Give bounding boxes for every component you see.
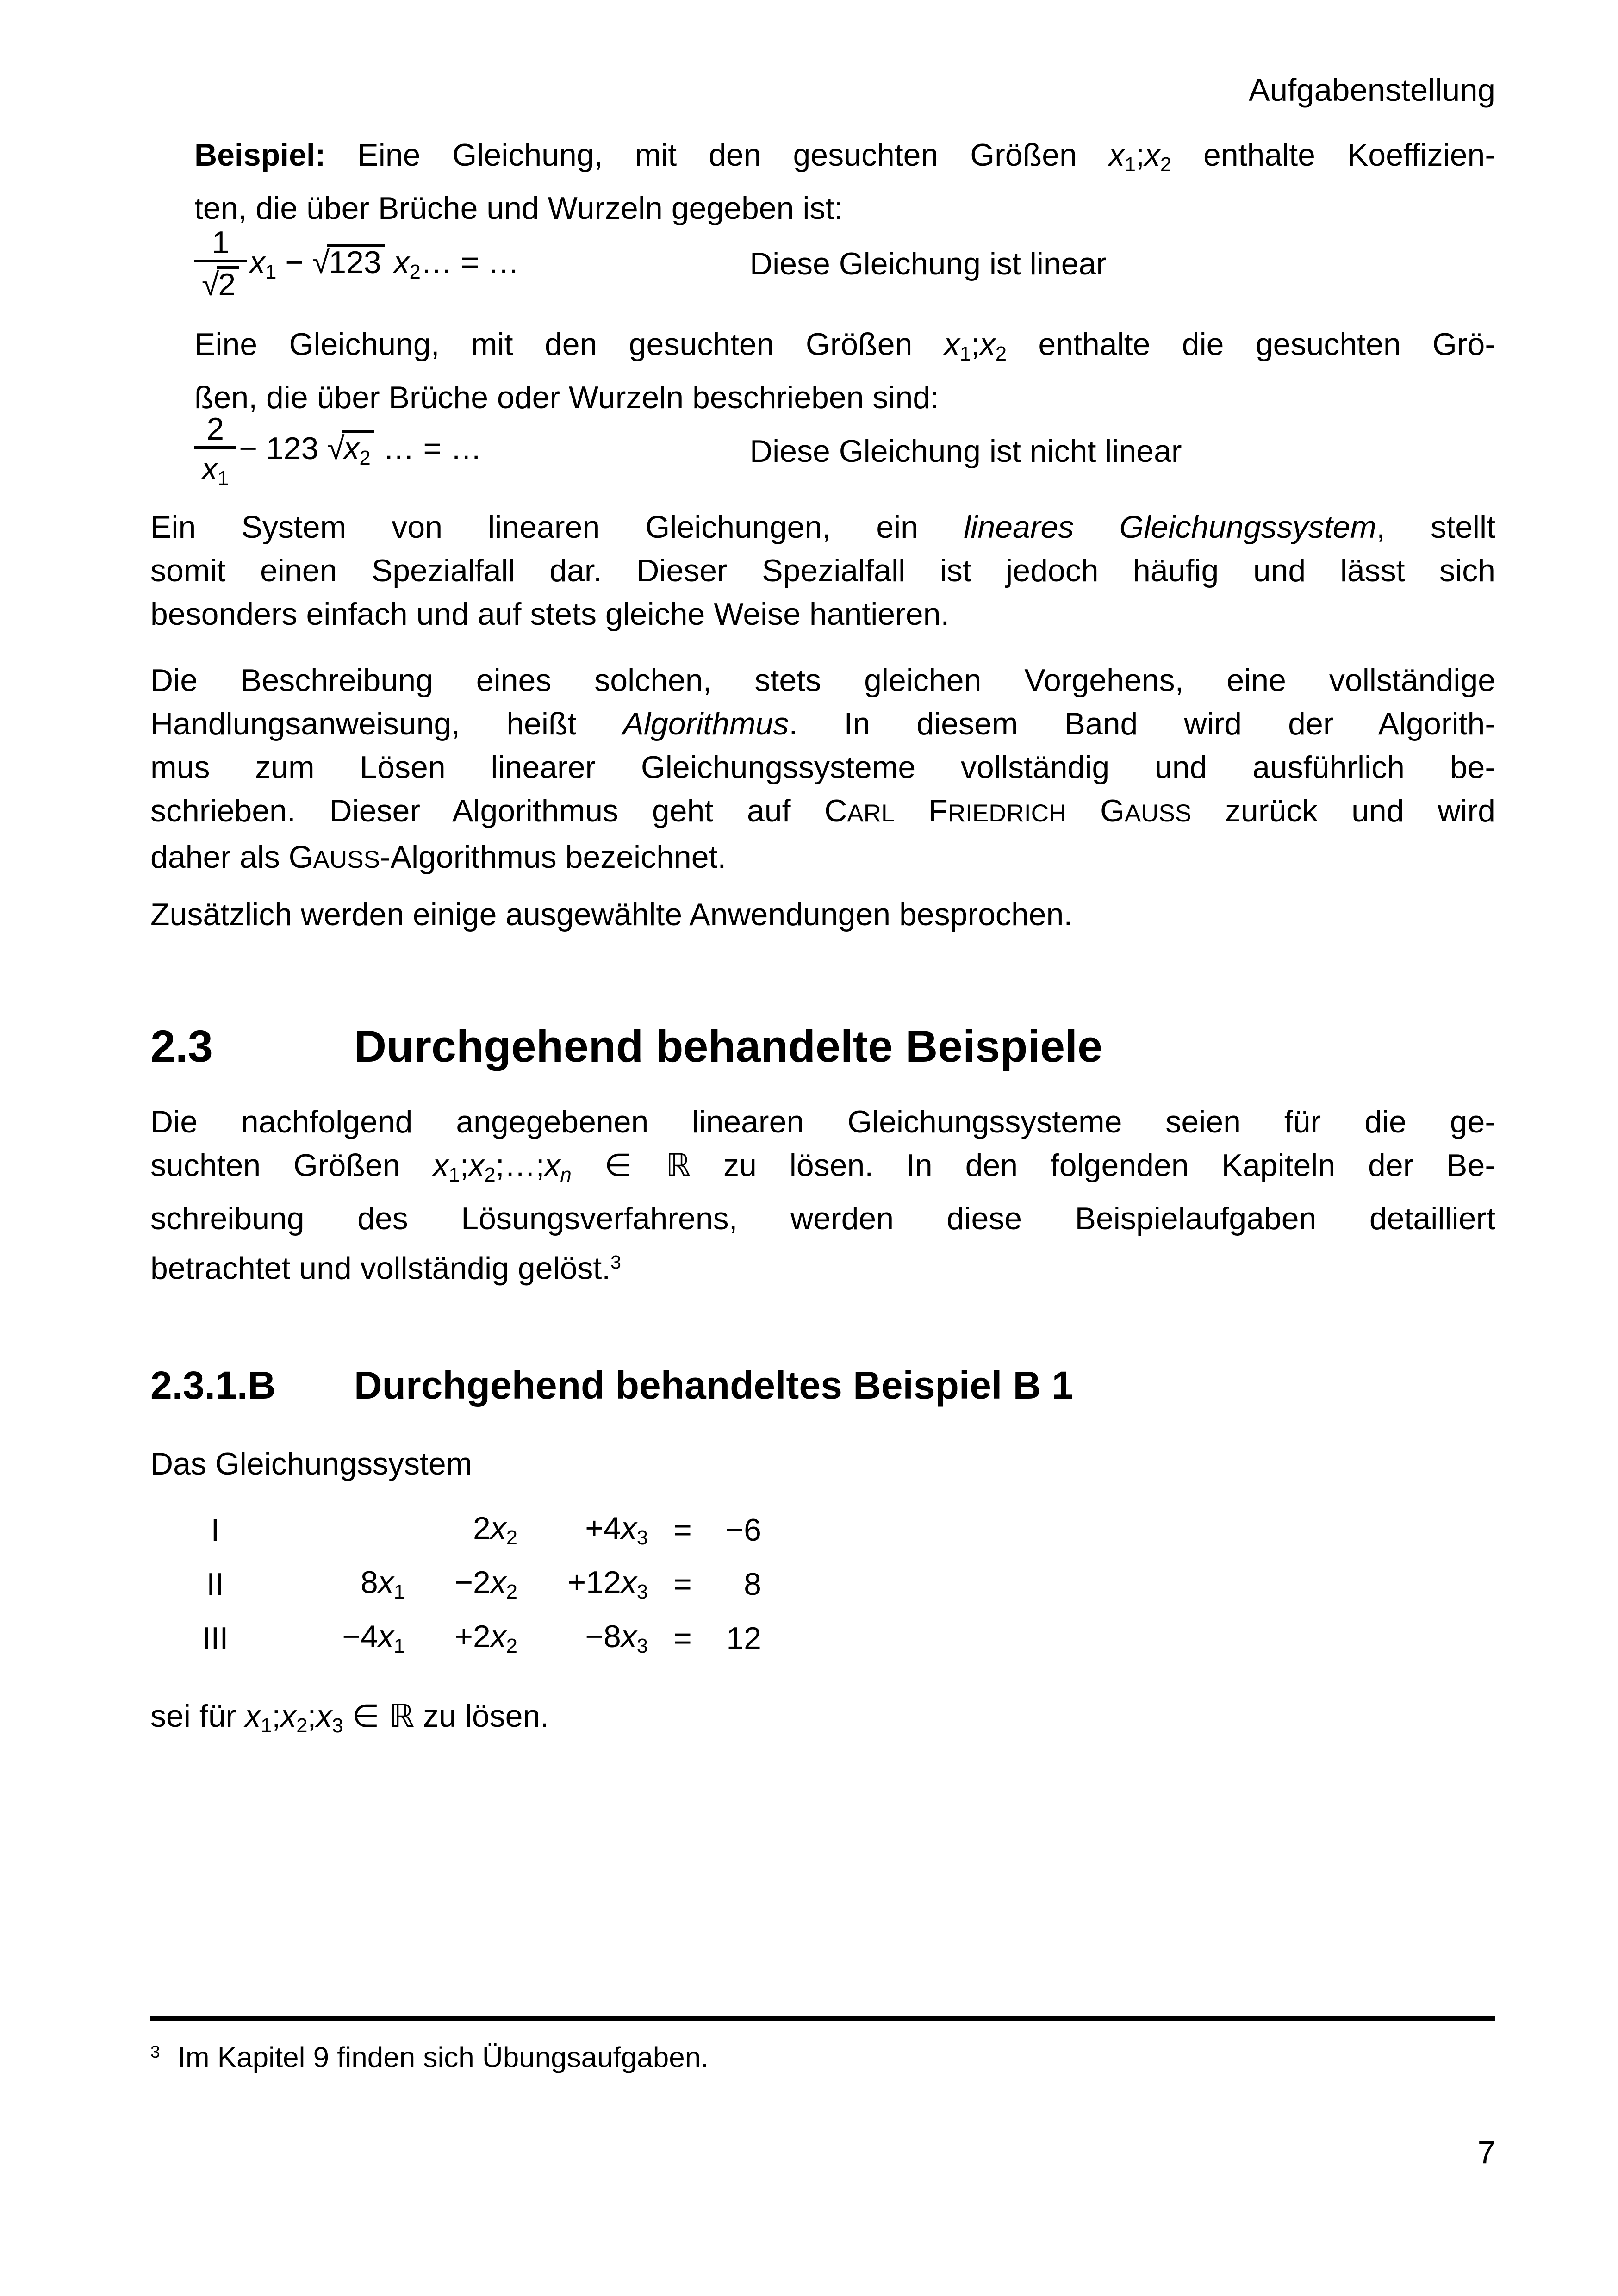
equals-sign: = xyxy=(673,1566,692,1602)
term-x1: −4x1 xyxy=(342,1618,405,1658)
paragraph-beispiele-intro: Die nachfolgend angegebenen linearen Gleichungssysteme seien für die ge- suchten Größen x1;x2;…;xn ∈ ℝ zu lösen. In den folgenden Kapiteln der Be- schreibung des Lösungsverfahrens, werden diese Beispielaufgaben detailliert betrachtet und vollständig gelöst.$^3$ xyxy=(150,1104,1495,1286)
equation-row-2 xyxy=(194,1557,761,1611)
paragraph-beispiel: Beispiel: Eine Gleichung, mit den gesuchten Größen x1;x2 enthalte Koeffizien- ten, die über Brüche und Wurzeln gegeben ist: xyxy=(194,137,1495,226)
fraction-2-over-x1 xyxy=(194,413,236,489)
term-x3: +12x3 xyxy=(567,1564,648,1604)
equation-row-1 xyxy=(194,1503,761,1557)
equation-terms: − 123 √x2 … = … xyxy=(239,430,482,473)
term-x3: +4x3 xyxy=(585,1510,648,1549)
subsection-heading-2-3-1-b xyxy=(150,1363,1495,1408)
running-header: Aufgabenstellung xyxy=(1248,72,1495,108)
equation-row-3 xyxy=(194,1611,761,1665)
term-x3: −8x3 xyxy=(585,1618,648,1658)
paragraph-system-spezialfall: Ein System von linearen Gleichungen, ein lineares Gleichungssystem, stellt somit einen Spezialfall dar. Dieser Spezialfall ist jedoch häufig und lässt sich besonders einfach und auf stets gleiche Weise hantieren. xyxy=(150,510,1495,632)
roman-numeral: II xyxy=(206,1566,224,1602)
roman-numeral: I xyxy=(211,1512,220,1548)
footnote xyxy=(150,2032,1495,2078)
paragraph-das-gleichungssystem: Das Gleichungssystem xyxy=(150,1446,473,1481)
subsection-number: 2.3.1.B xyxy=(150,1363,276,1407)
equation-nonlinear xyxy=(194,403,1495,500)
equals-sign: = xyxy=(673,1512,692,1548)
footnote-marker: 3 xyxy=(150,2042,160,2061)
paragraph-algorithmus-gauss: Die Beschreibung eines solchen, stets gleichen Vorgehens, eine vollständige Handlungsanweisung, heißt Algorithmus. In diesem Band wird der Algorith- mus zum Lösen linearer Gleichungssysteme vollständig und ausführlich be- schrieben. Dieser Algorithmus geht auf CARL FRIEDRICH GAUSS zurück und wird daher als GAUSS-Algorithmus bezeichnet. xyxy=(150,663,1495,875)
section-heading-2-3 xyxy=(150,1020,1495,1072)
fraction-numerator: 1 xyxy=(212,225,230,261)
right-hand-side: 12 xyxy=(726,1620,761,1656)
fraction-denominator: √2 xyxy=(194,260,247,301)
paragraph-anwendungen: Zusätzlich werden einige ausgewählte Anwendungen besprochen. xyxy=(150,897,1073,932)
equation-terms: x1 − √123 x2… = … xyxy=(249,244,520,284)
footnote-text: Im Kapitel 9 finden sich Übungsaufgaben. xyxy=(177,2041,709,2074)
term-x1: 8x1 xyxy=(360,1564,405,1604)
subsection-title: Durchgehend behandeltes Beispiel B 1 xyxy=(354,1363,1074,1407)
equals-sign: = xyxy=(673,1620,692,1656)
page-number: 7 xyxy=(1477,2134,1495,2170)
right-hand-side: 8 xyxy=(744,1566,761,1602)
equation-linear xyxy=(194,211,1495,317)
equation-caption-linear: Diese Gleichung ist linear xyxy=(750,246,1107,281)
equation-caption-nonlinear: Diese Gleichung ist nicht linear xyxy=(750,434,1182,469)
equation-system xyxy=(194,1503,761,1665)
footnote-rule xyxy=(150,2016,1495,2021)
section-title: Durchgehend behandelte Beispiele xyxy=(354,1021,1103,1071)
term-x2: 2x2 xyxy=(473,1510,517,1549)
paragraph-nichtlinear-intro: Eine Gleichung, mit den gesuchten Größen x1;x2 enthalte die gesuchten Grö- ßen, die über Brüche oder Wurzeln beschrieben sind: xyxy=(194,327,1496,416)
fraction-numerator: 2 xyxy=(206,411,224,447)
section-number: 2.3 xyxy=(150,1021,213,1071)
term-x2: −2x2 xyxy=(454,1564,517,1604)
roman-numeral: III xyxy=(202,1620,229,1656)
paragraph-sei-fuer: sei für x1;x2;x3 ∈ ℝ zu lösen. xyxy=(150,1698,549,1737)
fraction-denominator: x1 xyxy=(194,446,236,490)
fraction-1-over-sqrt2 xyxy=(194,226,247,301)
term-x2: +2x2 xyxy=(454,1618,517,1658)
right-hand-side: −6 xyxy=(725,1512,761,1548)
